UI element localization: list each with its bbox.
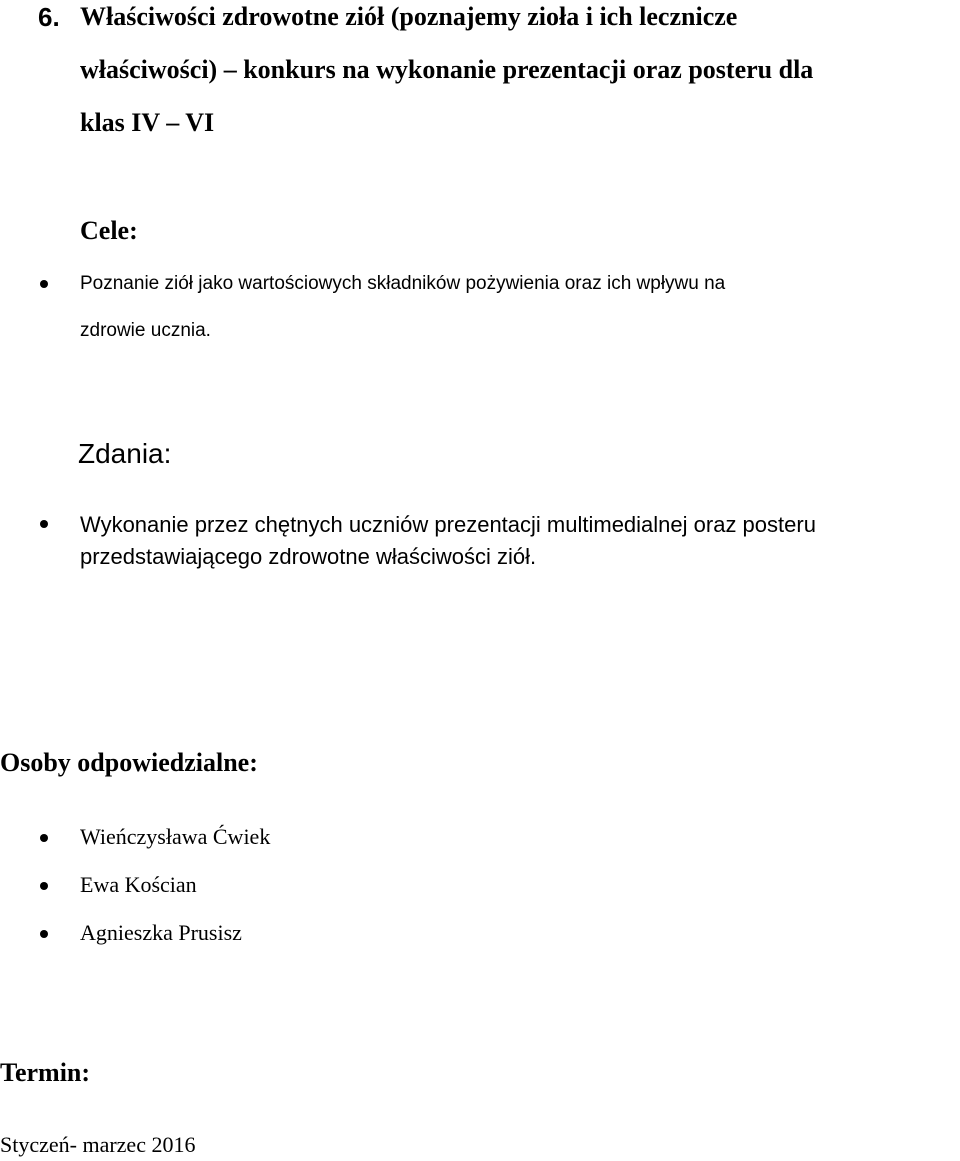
heading-line-3: klas IV – VI <box>80 108 215 137</box>
goals-label: Cele: <box>80 216 138 245</box>
bullet-icon <box>40 882 48 890</box>
heading-line-2: właściwości) – konkurs na wykonanie prezentacji oraz posteru dla <box>80 55 814 84</box>
responsible-person: Agnieszka Prusisz <box>80 920 242 945</box>
responsible-label: Osoby odpowiedzialne: <box>0 748 258 777</box>
heading-number: 6. <box>38 2 60 32</box>
bullet-icon <box>40 930 48 938</box>
responsible-person: Wieńczysława Ćwiek <box>80 824 271 849</box>
task-item-line-2: przedstawiającego zdrowotne właściwości ziół. <box>80 544 537 569</box>
bullet-icon <box>40 280 48 288</box>
bullet-icon <box>40 834 48 842</box>
deadline-label: Termin: <box>0 1058 91 1087</box>
task-item-line-1: Wykonanie przez chętnych uczniów prezentacji multimedialnej oraz posteru <box>80 512 816 537</box>
responsible-person: Ewa Kościan <box>80 872 197 897</box>
heading-line-1: Właściwości zdrowotne ziół (poznajemy zioła i ich lecznicze <box>80 2 738 31</box>
tasks-label: Zdania: <box>78 438 172 469</box>
goal-item-line-2: zdrowie ucznia. <box>80 320 211 341</box>
bullet-icon <box>40 520 48 528</box>
goal-item-line-1: Poznanie ziół jako wartościowych składników pożywienia oraz ich wpływu na <box>80 273 726 294</box>
deadline-value: Styczeń- marzec 2016 <box>0 1132 196 1157</box>
